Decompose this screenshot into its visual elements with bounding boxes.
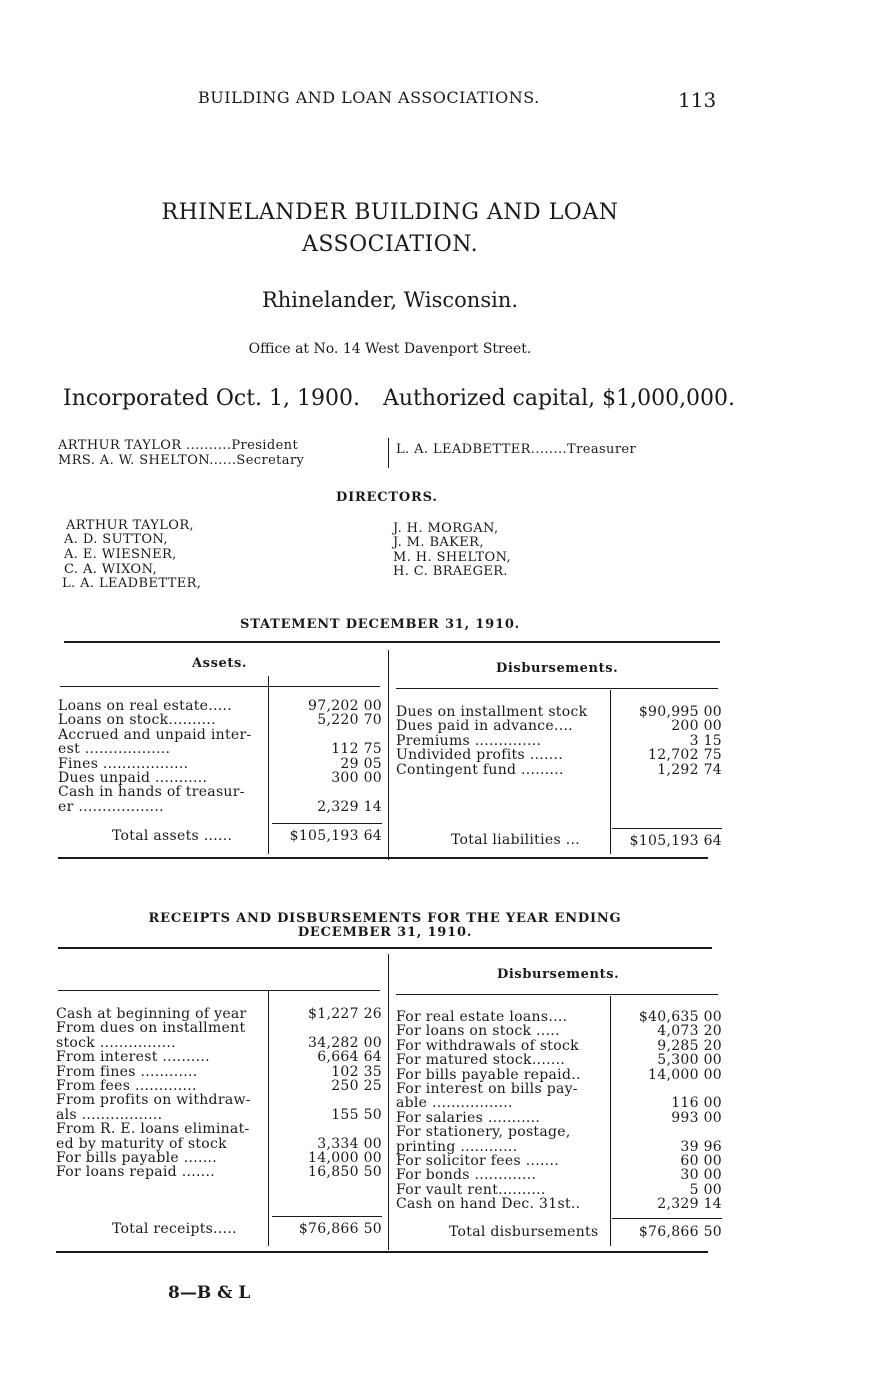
amount-column-rule	[610, 996, 611, 1246]
table-row: est ..................	[58, 741, 171, 758]
directors-heading: DIRECTORS.	[336, 490, 438, 505]
officer-divider	[388, 438, 389, 468]
receipts-heading-line2: DECEMBER 31, 1910.	[297, 925, 473, 940]
receipts-heading	[0, 912, 770, 940]
table-row: For withdrawals of stock	[396, 1037, 579, 1054]
table-row: For real estate loans....	[396, 1009, 568, 1025]
table-cell-amount: 300 00	[331, 769, 382, 786]
table-rule	[396, 994, 718, 995]
table-row: Dues paid in advance....	[396, 718, 574, 735]
table-cell-amount: 112 75	[331, 741, 382, 758]
table-cell-amount: 39 96	[680, 1138, 722, 1155]
table-row: Cash at beginning of year	[56, 1006, 247, 1022]
table-cell-amount: $40,635 00	[638, 1009, 722, 1025]
assets-header: Assets.	[192, 656, 248, 671]
table-cell-amount: $90,995 00	[638, 704, 722, 720]
table-row: Fines ..................	[58, 755, 189, 772]
table-row: Accrued and unpaid inter-	[58, 726, 252, 743]
table-row: Loans on stock..........	[58, 712, 216, 729]
table-row: stock ................	[56, 1034, 176, 1051]
director-name: ARTHUR TAYLOR,	[66, 518, 195, 533]
disbursements-header: Disbursements.	[497, 967, 620, 982]
table-rule	[58, 947, 712, 949]
director-name: M. H. SHELTON,	[393, 550, 512, 565]
table-rule	[60, 686, 380, 687]
table-cell-amount: 116 00	[671, 1095, 722, 1112]
table-cell-amount: 5,220 70	[317, 712, 382, 729]
table-row: For salaries ...........	[396, 1109, 541, 1126]
table-row: er ..................	[58, 798, 164, 815]
amount-column-rule	[610, 690, 611, 854]
table-cell-amount: 5 00	[689, 1181, 722, 1198]
table-row: Cash in hands of treasur-	[58, 784, 245, 801]
page-number: 113	[678, 88, 717, 112]
total-disbursements-amount: $76,866 50	[638, 1224, 722, 1240]
table-cell-amount: 9,285 20	[657, 1037, 722, 1054]
total-receipts-amount: $76,866 50	[298, 1221, 382, 1237]
director-name: A. D. SUTTON,	[64, 532, 168, 547]
table-cell-amount: 3 15	[689, 732, 722, 749]
amount-column-rule	[268, 990, 269, 1246]
table-cell-amount	[612, 1125, 722, 1139]
table-cell-amount	[272, 1122, 382, 1136]
director-name: C. A. WIXON,	[64, 562, 158, 577]
table-rule	[58, 857, 708, 859]
table-row: From interest ..........	[56, 1049, 210, 1066]
table-cell-amount: 34,282 00	[308, 1034, 382, 1051]
liabilities-header: Disbursements.	[496, 661, 619, 676]
table-row: Cash on hand Dec. 31st..	[396, 1196, 581, 1213]
table-row: Premiums ..............	[396, 732, 542, 749]
table-row: Dues on installment stock	[396, 704, 588, 720]
statement-heading: STATEMENT DECEMBER 31, 1910.	[240, 617, 520, 632]
total-rule	[612, 828, 722, 829]
table-row: als .................	[56, 1106, 163, 1123]
table-row: For matured stock.......	[396, 1052, 566, 1069]
running-head: BUILDING AND LOAN ASSOCIATIONS.	[198, 88, 540, 107]
table-row: From R. E. loans eliminat-	[56, 1121, 250, 1138]
table-cell-amount: 60 00	[680, 1152, 722, 1169]
table-cell-amount: 2,329 14	[657, 1196, 722, 1213]
table-row: able .................	[396, 1095, 513, 1112]
table-cell-amount: 4,073 20	[657, 1023, 722, 1040]
total-rule	[272, 823, 382, 824]
signature-mark: 8—B & L	[168, 1283, 251, 1303]
table-row: From profits on withdraw-	[56, 1092, 251, 1109]
table-row: Contingent fund .........	[396, 761, 564, 778]
total-receipts-label: Total receipts.....	[112, 1221, 237, 1237]
table-row: Dues unpaid ...........	[58, 769, 208, 786]
total-liabilities-amount: $105,193 64	[629, 833, 722, 849]
disbursements-labels	[396, 1010, 608, 1211]
liabilities-amounts	[612, 705, 722, 777]
total-liabilities-label: Total liabilities ...	[451, 832, 580, 848]
table-cell-amount: 29 05	[340, 755, 382, 772]
table-cell-amount	[272, 785, 382, 799]
table-row: For solicitor fees .......	[396, 1152, 559, 1169]
table-row: For loans on stock .....	[396, 1023, 560, 1040]
table-divider	[388, 954, 389, 1250]
total-assets-label: Total assets ......	[112, 828, 233, 844]
table-cell-amount	[272, 728, 382, 742]
table-cell-amount: $1,227 26	[308, 1006, 382, 1022]
table-rule	[58, 990, 380, 991]
director-name: J. M. BAKER,	[393, 535, 484, 550]
officer-secretary: MRS. A. W. SHELTON......Secretary	[58, 453, 305, 468]
table-cell-amount	[612, 1082, 722, 1096]
table-rule	[56, 1251, 708, 1253]
table-row: Loans on real estate.....	[58, 698, 232, 714]
receipts-heading-line1: RECEIPTS AND DISBURSEMENTS FOR THE YEAR ENDING	[148, 911, 622, 926]
officer-treasurer: L. A. LEADBETTER........Treasurer	[396, 442, 637, 457]
incorporation-date: Incorporated Oct. 1, 1900.	[63, 386, 360, 411]
table-row: From fines ............	[56, 1063, 198, 1080]
table-row: For stationery, postage,	[396, 1124, 571, 1141]
liabilities-labels	[396, 705, 608, 777]
table-row: From fees .............	[56, 1077, 197, 1094]
table-cell-amount: 97,202 00	[308, 698, 382, 714]
table-row: From dues on installment	[56, 1020, 246, 1037]
total-rule	[612, 1218, 722, 1219]
office-address: Office at No. 14 West Davenport Street.	[248, 341, 532, 357]
table-row: For bonds .............	[396, 1167, 537, 1184]
table-cell-amount: 2,329 14	[317, 798, 382, 815]
assets-amounts	[272, 699, 382, 814]
table-cell-amount	[272, 1093, 382, 1107]
table-cell-amount: 3,334 00	[317, 1135, 382, 1152]
director-name: H. C. BRAEGER.	[393, 564, 508, 579]
authorized-capital: Authorized capital, $1,000,000.	[383, 386, 736, 411]
table-cell-amount: 16,850 50	[308, 1164, 382, 1181]
table-cell-amount: 155 50	[331, 1106, 382, 1123]
table-cell-amount: 14,000 00	[648, 1066, 722, 1083]
table-cell-amount: 6,664 64	[317, 1049, 382, 1066]
table-cell-amount: 102 35	[331, 1063, 382, 1080]
table-row: For interest on bills pay-	[396, 1080, 578, 1097]
table-rule	[64, 641, 720, 643]
table-row: For bills payable .......	[56, 1149, 217, 1166]
director-name: A. E. WIESNER,	[64, 547, 177, 562]
association-title: RHINELANDER BUILDING AND LOAN	[161, 200, 619, 225]
association-title-cont: ASSOCIATION.	[301, 232, 479, 257]
table-cell-amount: 993 00	[671, 1109, 722, 1126]
table-divider	[388, 650, 389, 860]
director-name: J. H. MORGAN,	[393, 521, 499, 536]
total-assets-amount: $105,193 64	[289, 828, 382, 844]
total-rule	[272, 1216, 382, 1217]
officer-president: ARTHUR TAYLOR ..........President	[58, 438, 299, 453]
table-cell-amount: 200 00	[671, 718, 722, 735]
table-row: printing ............	[396, 1138, 518, 1155]
total-disbursements-label: Total disbursements	[449, 1224, 599, 1240]
table-cell-amount: 30 00	[680, 1167, 722, 1184]
city-line: Rhinelander, Wisconsin.	[261, 288, 519, 312]
table-row: ed by maturity of stock	[56, 1135, 227, 1152]
assets-labels	[58, 699, 270, 814]
director-name: L. A. LEADBETTER,	[62, 576, 202, 591]
table-cell-amount: 12,702 75	[648, 747, 722, 764]
table-rule	[396, 688, 718, 689]
table-cell-amount: 14,000 00	[308, 1149, 382, 1166]
table-row: For loans repaid .......	[56, 1164, 215, 1181]
table-cell-amount: 5,300 00	[657, 1052, 722, 1069]
disbursements-amounts	[612, 1010, 722, 1211]
receipts-amounts	[272, 1007, 382, 1180]
table-row: Undivided profits .......	[396, 747, 563, 764]
table-cell-amount: 1,292 74	[657, 761, 722, 778]
table-row: For vault rent..........	[396, 1181, 546, 1198]
receipts-labels	[56, 1007, 268, 1180]
table-cell-amount: 250 25	[331, 1077, 382, 1094]
table-cell-amount	[272, 1021, 382, 1035]
table-row: For bills payable repaid..	[396, 1066, 581, 1083]
